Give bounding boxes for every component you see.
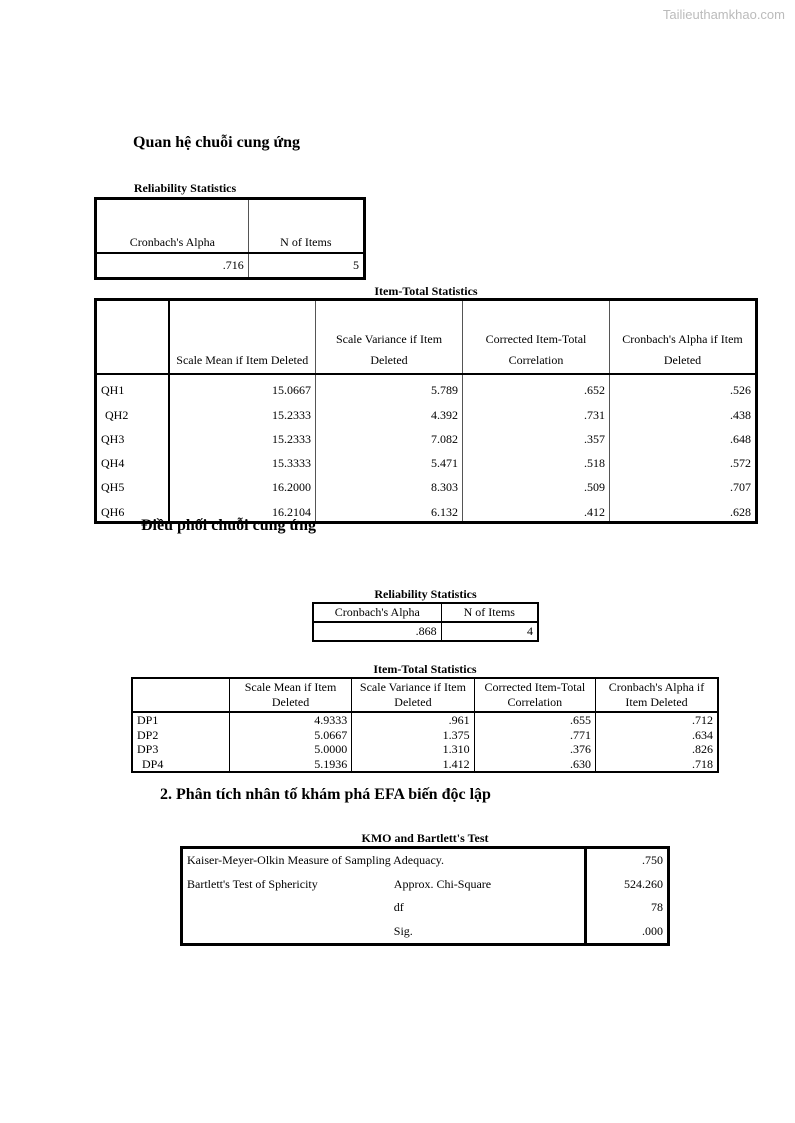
cell-scale-mean: 15.2333: [169, 424, 316, 448]
table-row: [96, 472, 757, 496]
header-scale-mean: Scale Mean if Item Deleted: [169, 300, 316, 375]
cronbach-alpha-value: .868: [313, 622, 441, 641]
header-n-items: N of Items: [441, 603, 538, 622]
row-label: DP2: [132, 728, 229, 743]
cell-corrected-correlation: .509: [463, 472, 610, 496]
cronbach-alpha-value: .716: [96, 253, 249, 279]
table-header-row: [96, 300, 757, 375]
kmo-value: .750: [586, 848, 669, 873]
n-items-value: 4: [527, 624, 533, 638]
cell-scale-mean: 16.2104: [169, 496, 316, 522]
item-total-title-qh: Item-Total Statistics: [374, 284, 478, 298]
cell-scale-mean: 15.0667: [169, 374, 316, 399]
cell-scale-variance: 5.471: [316, 448, 463, 472]
cell-corrected-correlation: .731: [463, 399, 610, 423]
cell-alpha-if-deleted: .634: [692, 727, 713, 742]
table-row: [182, 920, 669, 945]
row-label: QH4: [96, 448, 169, 472]
cell-scale-mean: 5.1936: [229, 757, 351, 773]
reliability-title-dp: Reliability Statistics: [374, 587, 477, 601]
table-row: [182, 896, 669, 920]
cell-scale-mean: 5.0667: [229, 728, 351, 743]
header-scale-variance: Scale Variance if Item Deleted: [316, 300, 463, 375]
row-label: DP1: [132, 712, 229, 728]
table-header-row: [313, 603, 538, 622]
cell-corrected-correlation: .630: [474, 757, 595, 773]
row-label: QH2: [96, 399, 169, 423]
cell-scale-variance: 5.789: [316, 374, 463, 399]
cell-scale-mean: 5.0000: [229, 742, 351, 757]
cell-alpha-if-deleted: .438: [730, 407, 751, 422]
header-cronbach-alpha: Cronbach's Alpha: [313, 603, 441, 622]
header-alpha-if-deleted: Cronbach's Alpha if Item Deleted: [596, 678, 718, 712]
cell-alpha-if-deleted: .572: [730, 456, 751, 471]
table-row: [96, 424, 757, 448]
table-header-row: [96, 199, 365, 254]
table-row: [132, 742, 718, 757]
table-row: [132, 728, 718, 743]
header-item: [132, 678, 229, 712]
reliability-title-qh: Reliability Statistics: [133, 181, 237, 195]
cell-scale-variance: 6.132: [316, 496, 463, 522]
cell-corrected-correlation: .771: [474, 728, 595, 743]
row-label: QH5: [96, 472, 169, 496]
table-row: [313, 622, 538, 641]
cell-scale-variance: 1.412: [352, 757, 474, 773]
cell-corrected-correlation: .655: [474, 712, 595, 728]
cell-scale-variance: 7.082: [316, 424, 463, 448]
cell-scale-variance: 8.303: [316, 472, 463, 496]
cell-corrected-correlation: .357: [463, 424, 610, 448]
item-total-table-qh: [94, 298, 758, 524]
table-row: [96, 448, 757, 472]
cell-alpha-if-deleted: .707: [730, 480, 751, 495]
table-row: [96, 253, 365, 279]
cell-corrected-correlation: .652: [463, 374, 610, 399]
row-label: QH1: [96, 374, 169, 399]
header-n-items: N of Items: [248, 199, 364, 254]
table-row: [182, 873, 669, 897]
kmo-title: KMO and Bartlett's Test: [361, 831, 489, 845]
table-row: [132, 757, 718, 773]
cell-alpha-if-deleted: .718: [692, 756, 713, 771]
kmo-table: [180, 846, 670, 946]
table-row: [182, 848, 669, 873]
bartlett-label: Bartlett's Test of Sphericity: [187, 876, 318, 891]
sig-label: Sig.: [393, 923, 413, 938]
cell-corrected-correlation: .376: [474, 742, 595, 757]
row-label: DP3: [132, 742, 229, 757]
cell-corrected-correlation: .412: [463, 496, 610, 522]
row-label: QH6: [96, 496, 169, 522]
table-header-row: [132, 678, 718, 712]
cell-scale-variance: 1.375: [352, 728, 474, 743]
cell-corrected-correlation: .518: [463, 448, 610, 472]
n-items-value: 5: [353, 258, 359, 272]
cell-scale-variance: 4.392: [316, 399, 463, 423]
reliability-table-qh: [94, 197, 366, 280]
cell-scale-mean: 15.3333: [169, 448, 316, 472]
cell-scale-mean: 15.2333: [169, 399, 316, 423]
header-cronbach-alpha: Cronbach's Alpha: [96, 199, 249, 254]
reliability-table-dp: [312, 602, 539, 642]
cell-scale-mean: 4.9333: [229, 712, 351, 728]
chi-square-label: Approx. Chi-Square: [393, 876, 492, 891]
cell-alpha-if-deleted: .826: [692, 742, 713, 757]
header-scale-variance: Scale Variance if Item Deleted: [352, 678, 474, 712]
empty-cell: [182, 920, 390, 945]
row-label: DP4: [132, 757, 229, 773]
sig-value: .000: [586, 920, 669, 945]
cell-alpha-if-deleted: .628: [730, 504, 751, 519]
cell-scale-variance: .961: [352, 712, 474, 728]
item-total-title-dp: Item-Total Statistics: [373, 662, 477, 676]
watermark: Tailieuthamkhao.com: [662, 7, 785, 22]
cell-scale-variance: 1.310: [352, 742, 474, 757]
table-row: [96, 374, 757, 399]
row-label: QH3: [96, 424, 169, 448]
section-heading-efa: 2. Phân tích nhân tố khám phá EFA biến độc lập: [160, 786, 491, 803]
header-scale-mean: Scale Mean if Item Deleted: [229, 678, 351, 712]
item-total-table-dp: [131, 677, 719, 773]
table-row: [96, 399, 757, 423]
table-row: [132, 712, 718, 728]
header-item: [96, 300, 169, 375]
chi-square-value: 524.260: [586, 873, 669, 897]
empty-cell: [182, 896, 390, 920]
kmo-label: Kaiser-Meyer-Olkin Measure of Sampling Adequacy.: [187, 853, 444, 868]
cell-alpha-if-deleted: .648: [730, 431, 751, 446]
section-heading-dieu-phoi: Điều phối chuỗi cung ứng: [141, 517, 316, 534]
header-corrected-correlation: Corrected Item-Total Correlation: [474, 678, 595, 712]
cell-alpha-if-deleted: .712: [692, 713, 713, 728]
section-heading-quan-he: Quan hệ chuỗi cung ứng: [133, 134, 300, 151]
header-alpha-if-deleted: Cronbach's Alpha if Item Deleted: [610, 300, 757, 375]
df-label: df: [393, 900, 404, 915]
cell-alpha-if-deleted: .526: [730, 383, 751, 398]
df-value: 78: [586, 896, 669, 920]
cell-scale-mean: 16.2000: [169, 472, 316, 496]
header-corrected-correlation: Corrected Item-Total Correlation: [463, 300, 610, 375]
